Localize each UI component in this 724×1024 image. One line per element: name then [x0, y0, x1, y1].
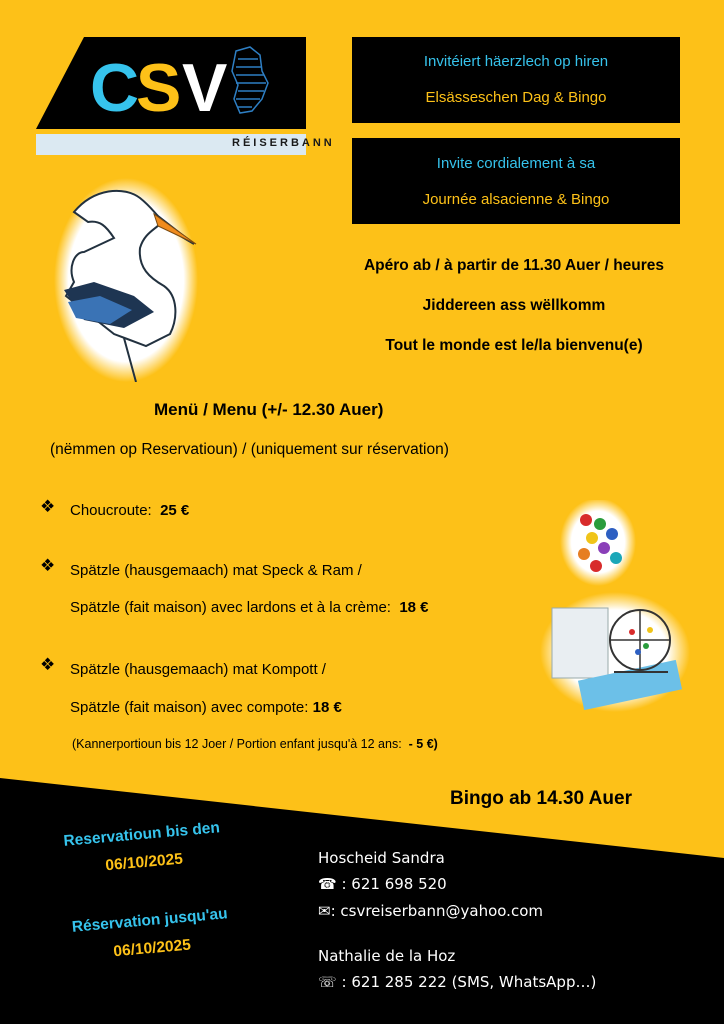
fax-icon: ✉: [318, 902, 331, 920]
svg-text:V: V: [182, 50, 228, 126]
reservation-date-fr: 06/10/2025: [112, 936, 192, 961]
contact-phone-1[interactable]: ☎ : 621 698 520: [318, 875, 447, 893]
welcome-lb: Jiddereen ass wëllkomm: [422, 297, 606, 314]
menu-item-label: Spätzle (fait maison) avec lardons et à la crème:: [70, 599, 391, 616]
invitation-fr-line1: Invite cordialement à sa: [436, 155, 596, 172]
invitation-fr-line2: Journée alsacienne & Bingo: [422, 191, 610, 208]
logo-subtitle: RÉISERBANN: [232, 137, 335, 149]
menu-item-spaetzle-speck-fr: [70, 599, 429, 616]
menu-item-price: 18 €: [312, 699, 342, 716]
menu-item-spaetzle-kompott-fr: [70, 699, 342, 716]
menu-title: Menü / Menu (+/- 12.30 Auer): [154, 400, 384, 419]
reservation-label-fr: Réservation jusqu'au: [71, 905, 229, 936]
menu-item-spaetzle-kompott-lb: Spätzle (hausgemaach) mat Kompott /: [70, 661, 326, 678]
menu-item-spaetzle-speck-lb: Spätzle (hausgemaach) mat Speck & Ram /: [70, 562, 362, 579]
diamond-bullet-icon: ❖: [40, 556, 56, 575]
contact-name-1: Hoscheid Sandra: [318, 849, 445, 867]
invitation-lb-line1: Invitéiert häerzlech op hiren: [423, 53, 609, 70]
invitation-lb-line2: Elsässeschen Dag & Bingo: [425, 89, 607, 106]
diamond-bullet-icon: ❖: [40, 497, 56, 516]
invitation-box-lb: [352, 37, 680, 123]
menu-item-label: Spätzle (fait maison) avec compote:: [70, 699, 309, 716]
contact-phone-2[interactable]: ☏ : 621 285 222 (SMS, WhatsApp…): [318, 973, 597, 991]
telephone-icon: ☎: [318, 875, 337, 893]
kids-discount: - 5 €): [408, 737, 438, 751]
kids-portion-note: (Kannerportioun bis 12 Joer / Portion enfant jusqu'à 12 ans: - 5 €): [72, 737, 438, 751]
menu-item-choucroute: [70, 502, 189, 519]
contact-name-2: Nathalie de la Hoz: [318, 947, 456, 965]
menu-item-label: Choucroute:: [70, 502, 152, 519]
contact-email[interactable]: ✉: csvreiserbann@yahoo.com: [318, 902, 543, 920]
reservation-date-lb: 06/10/2025: [104, 850, 184, 875]
svg-text:C: C: [90, 50, 140, 126]
svg-text:S: S: [136, 50, 182, 126]
menu-item-price: 18 €: [399, 599, 429, 616]
mobile-phone-icon: ☏: [318, 973, 337, 991]
menu-item-price: 25 €: [160, 502, 190, 519]
bingo-image: [540, 500, 690, 712]
bingo-time: Bingo ab 14.30 Auer: [450, 788, 632, 809]
reservation-label-lb: Reservatioun bis den: [62, 819, 221, 850]
menu-subtitle: (nëmmen op Reservatioun) / (uniquement sur réservation): [50, 441, 449, 458]
stork-image: [54, 178, 198, 382]
apero-time: Apéro ab / à partir de 11.30 Auer / heures: [363, 257, 665, 274]
invitation-box-fr: [352, 138, 680, 224]
diamond-bullet-icon: ❖: [40, 655, 56, 674]
welcome-fr: Tout le monde est le/la bienvenu(e): [385, 337, 643, 354]
